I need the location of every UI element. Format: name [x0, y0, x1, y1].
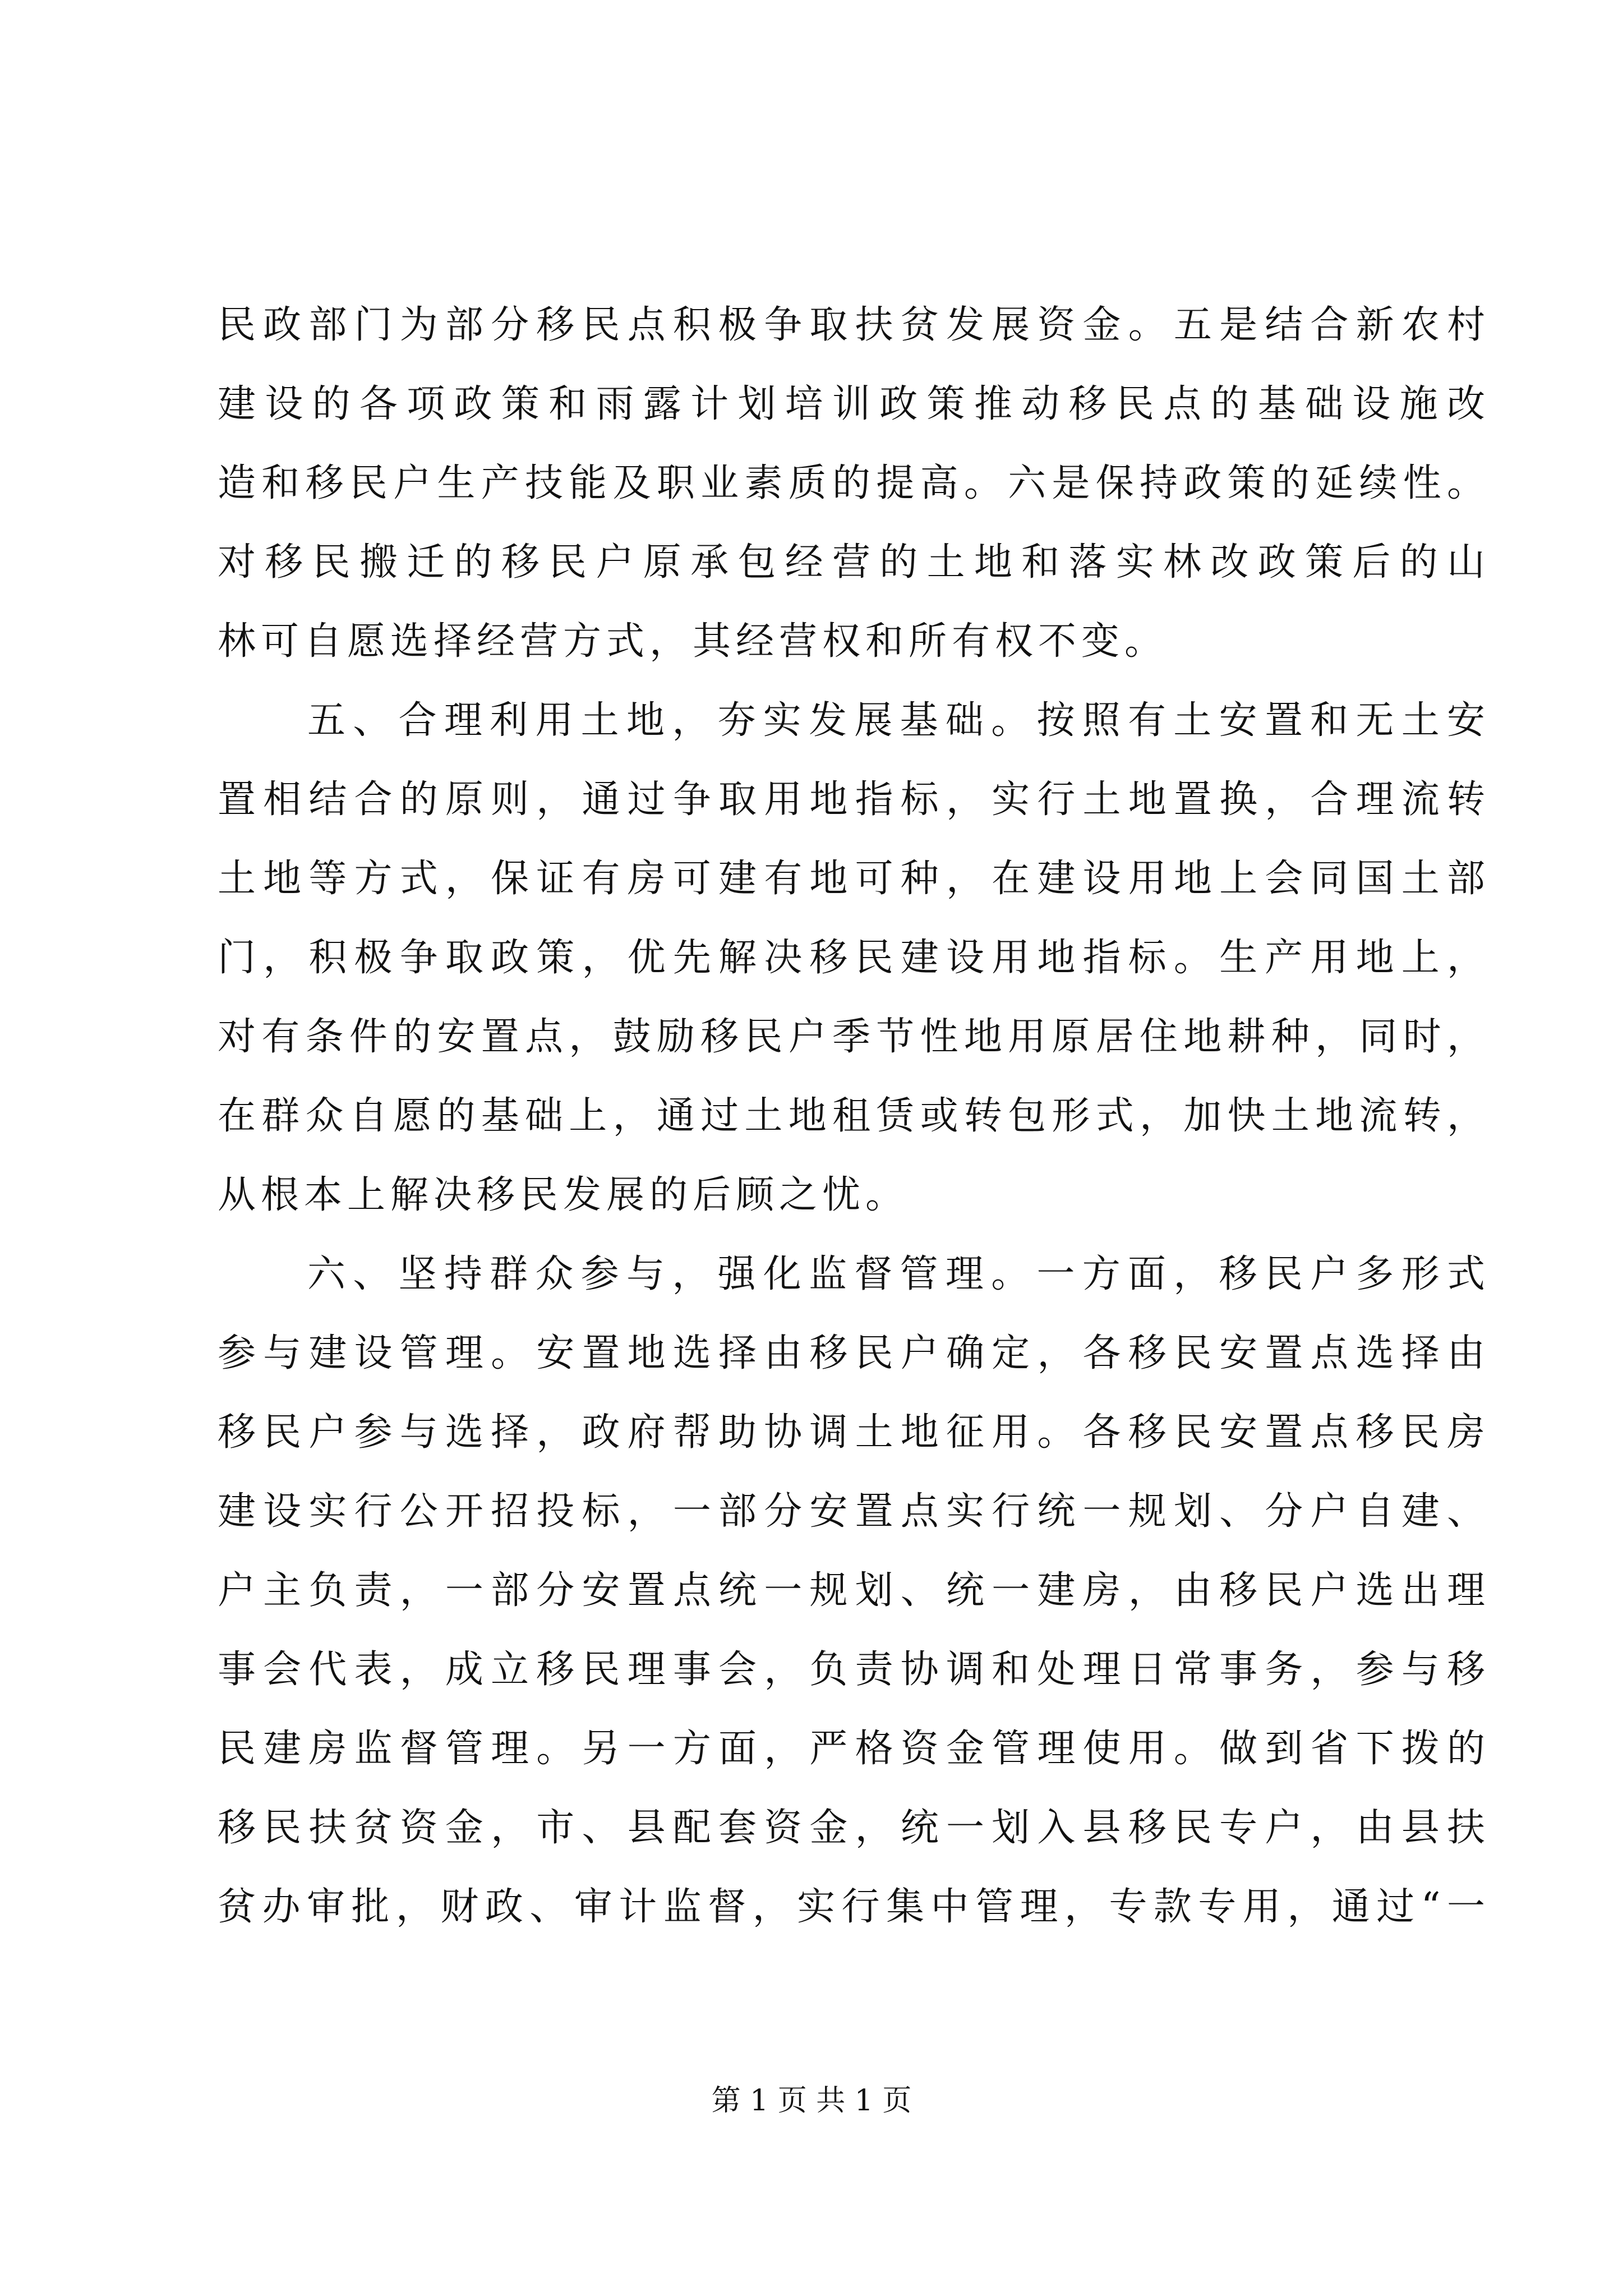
- text-line: 建设实行公开招投标，一部分安置点实行统一规划、分户自建、: [218, 1489, 1485, 1534]
- text-line: 对移民搬迁的移民户原承包经营的土地和落实林改政策后的山: [218, 540, 1485, 585]
- text-line: 移民扶贫资金，市、县配套资金，统一划入县移民专户，由县扶: [218, 1806, 1485, 1850]
- text-line: 置相结合的原则，通过争取用地指标，实行土地置换，合理流转: [218, 777, 1485, 822]
- paragraph-heading-line: 五、合理利用土地，夯实发展基础。按照有土安置和无土安: [307, 698, 1485, 743]
- text-line: 门，积极争取政策，优先解决移民建设用地指标。生产用地上，: [218, 936, 1485, 980]
- text-line: 林可自愿选择经营方式，其经营权和所有权不变。: [218, 619, 1168, 664]
- text-line: 户主负责，一部分安置点统一规划、统一建房，由移民户选出理: [218, 1568, 1485, 1613]
- text-line: 造和移民户生产技能及职业素质的提高。六是保持政策的延续性。: [218, 461, 1485, 505]
- text-line: 移民户参与选择，政府帮助协调土地征用。各移民安置点移民房: [218, 1410, 1485, 1455]
- text-line: 建设的各项政策和雨露计划培训政策推动移民点的基础设施改: [218, 382, 1485, 426]
- text-line: 土地等方式，保证有房可建有地可种，在建设用地上会同国土部: [218, 857, 1485, 901]
- text-line: 从根本上解决移民发展的后顾之忧。: [218, 1173, 909, 1217]
- text-line: 参与建设管理。安置地选择由移民户确定，各移民安置点选择由: [218, 1331, 1485, 1375]
- text-line: 对有条件的安置点，鼓励移民户季节性地用原居住地耕种，同时，: [218, 1015, 1485, 1059]
- text-line: 贫办审批，财政、审计监督，实行集中管理，专款专用，通过“一: [218, 1885, 1485, 1929]
- body-text: [218, 292, 1485, 1953]
- page-number-footer: 第 1 页 共 1 页: [711, 2084, 912, 2118]
- paragraph-heading-line: 六、坚持群众参与，强化监督管理。一方面，移民户多形式: [307, 1252, 1485, 1296]
- text-line: 民政部门为部分移民点积极争取扶贫发展资金。五是结合新农村: [218, 303, 1485, 347]
- text-line: 事会代表，成立移民理事会，负责协调和处理日常事务，参与移: [218, 1648, 1485, 1692]
- text-line: 在群众自愿的基础上，通过土地租赁或转包形式，加快土地流转，: [218, 1094, 1485, 1138]
- text-line: 民建房监督管理。另一方面，严格资金管理使用。做到省下拨的: [218, 1727, 1485, 1771]
